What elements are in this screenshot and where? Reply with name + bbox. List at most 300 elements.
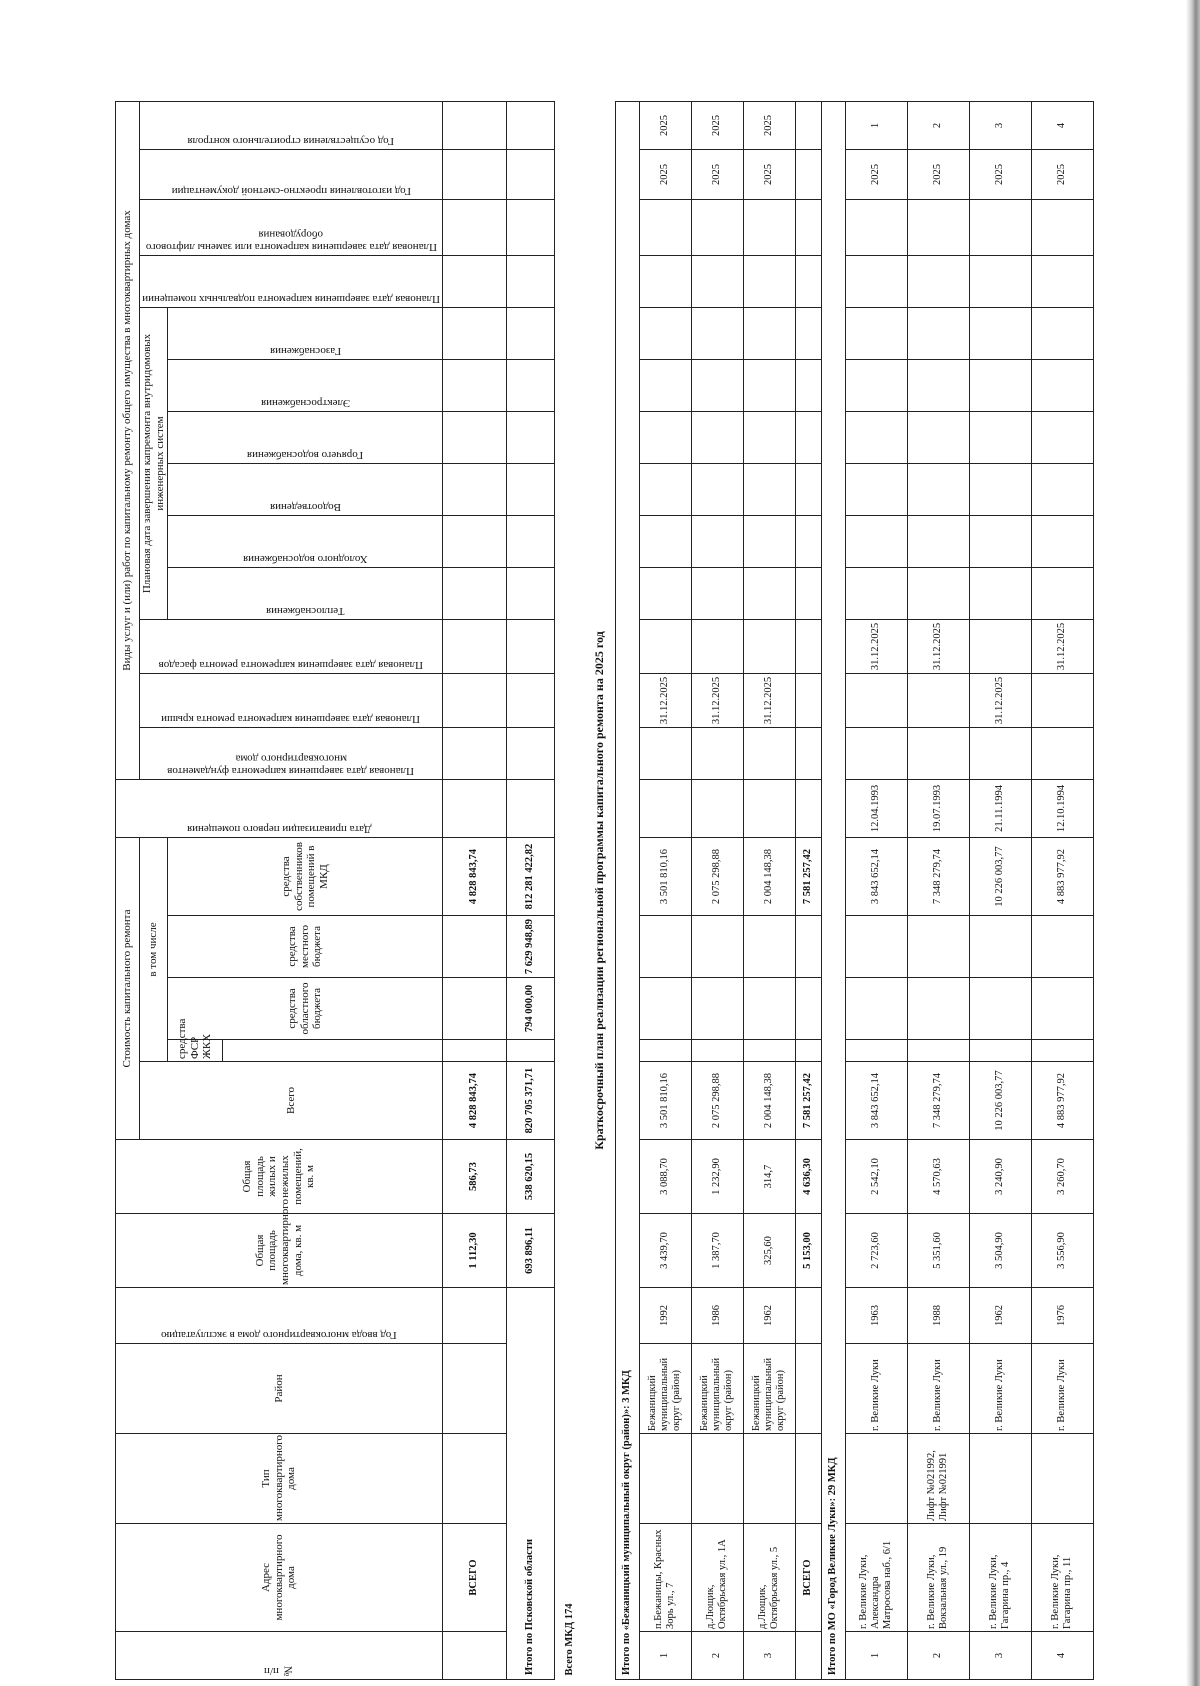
section1-header [615, 101, 639, 1679]
table-cell: Холодного водоснабжения [242, 552, 368, 565]
table-cell: д.Лющик, Октябрьская ул., 5 [743, 1524, 795, 1632]
table-cell: 4 570,63 [907, 1140, 969, 1214]
total-all-cost: 4 828 843,74 [443, 1062, 507, 1140]
table-cell: г. Великие Луки, Александра Матросова наб., 6/1 [845, 1524, 907, 1632]
table-cell [639, 255, 691, 307]
table-cell [795, 1288, 821, 1344]
header-fsr: средства ФСР ЖКХ [168, 1040, 223, 1062]
header-cost-total: Всего [140, 1062, 443, 1140]
table-cell [443, 149, 507, 199]
table-cell [691, 359, 743, 411]
section2-label: Итого по МО «Город Великие Луки»: 29 МКД [821, 101, 845, 1679]
header-facade [140, 619, 443, 673]
table-cell [443, 779, 507, 837]
table-row [907, 101, 969, 1679]
header-address: Адрес многоквартирного дома [116, 1524, 443, 1632]
table-cell [1031, 567, 1093, 619]
table-cell: Горячего водоснабжения [247, 448, 364, 461]
table-cell: 325,60 [743, 1214, 795, 1288]
table-cell [691, 411, 743, 463]
table-cell [443, 673, 507, 727]
table-cell: г. Великие Луки, Гагарина пр., 4 [969, 1524, 1031, 1632]
table-row [743, 101, 795, 1679]
table-cell [907, 307, 969, 359]
table-cell [969, 916, 1031, 978]
table-cell: 1992 [639, 1288, 691, 1344]
table-cell: п.Бежаницы, Красных Зорь ул., 7 [639, 1524, 691, 1632]
table-cell [795, 567, 821, 619]
table-cell: Год ввода многоквартирного дома в эксплуатацию [161, 1329, 397, 1341]
table-cell [907, 916, 969, 978]
table-cell [507, 619, 555, 673]
total-region-premises: 538 620,15 [507, 1140, 555, 1214]
table-cell [507, 515, 555, 567]
table-cell [443, 515, 507, 567]
table-cell [845, 411, 907, 463]
table-cell [1031, 411, 1093, 463]
table-cell [639, 1434, 691, 1524]
table-cell [639, 307, 691, 359]
table-row [845, 101, 907, 1679]
table-cell [743, 567, 795, 619]
plan-title: Краткосрочный план реализации региональной программы капитального ремонта на 2025 год [591, 631, 606, 1150]
table-cell [969, 1040, 1031, 1062]
table-cell [639, 1040, 691, 1062]
table-cell [907, 199, 969, 255]
total-all-label: ВСЕГО [443, 1524, 507, 1632]
table-cell [845, 727, 907, 779]
table-cell [443, 255, 507, 307]
table-cell: г. Великие Луки [907, 1344, 969, 1434]
table-cell: 2025 [691, 149, 743, 199]
table-cell [907, 978, 969, 1040]
table-cell [795, 978, 821, 1040]
table-cell [1031, 727, 1093, 779]
table-cell [443, 101, 507, 149]
table-cell: Газоснабжения [269, 344, 341, 357]
table-cell [845, 1040, 907, 1062]
table-cell: 31.12.2025 [691, 673, 743, 727]
table-cell [845, 463, 907, 515]
header-eng-group: Плановая дата завершения капремонта внутридомовых инженерных систем [140, 307, 168, 619]
table-cell [443, 978, 507, 1040]
table-cell: 3 501 810,16 [639, 837, 691, 915]
total-region-regional: 794 000,00 [507, 978, 555, 1040]
table-cell: 10 226 003,77 [969, 837, 1031, 915]
header-works-group: Виды услуг и (или) работ по капитальному ремонту общего имущества в многоквартирных домах [116, 101, 140, 779]
table-cell [443, 567, 507, 619]
table-cell [691, 1434, 743, 1524]
table-cell [507, 101, 555, 149]
table-cell: 1 387,70 [691, 1214, 743, 1288]
table-cell [743, 255, 795, 307]
table-cell: 1 [845, 1632, 907, 1680]
table-cell: 19.07.1993 [907, 779, 969, 837]
table-cell [507, 199, 555, 255]
table-cell [743, 359, 795, 411]
table-cell: 2025 [845, 149, 907, 199]
table-cell: 3 [969, 1632, 1031, 1680]
table-cell: 12.04.1993 [845, 779, 907, 837]
table-cell [1031, 255, 1093, 307]
table-cell [969, 1434, 1031, 1524]
section1-total-row [795, 101, 821, 1679]
section1-label: Итого по «Бежаницкий муниципальный округ (район)»: 3 МКД [615, 101, 639, 1679]
total-region-label: Итого по Псковской области [507, 1288, 555, 1680]
table-cell: 2025 [639, 101, 691, 149]
table-cell [443, 307, 507, 359]
header-area-premises: Общая площадь жилых и нежилых помещений, кв. м [116, 1140, 443, 1214]
table-cell [691, 779, 743, 837]
header-drain [168, 463, 443, 515]
header-roof [140, 673, 443, 727]
table-cell [907, 727, 969, 779]
table-cell [691, 515, 743, 567]
table-cell: № п/п [264, 1665, 294, 1677]
table-cell: 31.12.2025 [969, 673, 1031, 727]
header-cost-group: Стоимость капитального ремонта [116, 837, 140, 1139]
table-cell: Год изготовления проектно-сметной документации [171, 184, 411, 197]
table-cell [743, 779, 795, 837]
total-all-area: 1 112,30 [443, 1214, 507, 1288]
table-cell: Теплоснабжения [265, 604, 345, 617]
header-area-total: Общая площадь многоквартирного дома, кв. м [116, 1214, 443, 1288]
table-cell [795, 307, 821, 359]
header-foundation [140, 727, 443, 779]
table-cell: 21.11.1994 [969, 779, 1031, 837]
scan-edge [1186, 0, 1200, 1686]
table-cell: Бежаницкий муниципальный округ (район) [691, 1344, 743, 1434]
table-cell [907, 567, 969, 619]
table-cell [845, 255, 907, 307]
table-cell: 7 348 279,74 [907, 1062, 969, 1140]
table-cell: 1962 [969, 1288, 1031, 1344]
table-cell [443, 1434, 507, 1524]
table-cell [443, 1040, 507, 1062]
table-cell [443, 463, 507, 515]
table-cell: 2 723,60 [845, 1214, 907, 1288]
table-cell [743, 916, 795, 978]
table-cell [845, 515, 907, 567]
table-cell: 2025 [1031, 149, 1093, 199]
table-cell: 1976 [1031, 1288, 1093, 1344]
table-cell [795, 673, 821, 727]
table-cell: 7 581 257,42 [795, 1062, 821, 1140]
table-cell: 2 [691, 1632, 743, 1680]
table-row [969, 101, 1031, 1679]
table-cell [969, 727, 1031, 779]
table-cell [795, 1632, 821, 1680]
table-cell: 1 [845, 101, 907, 149]
table-cell [795, 101, 821, 149]
table-cell [1031, 199, 1093, 255]
table-cell: 3 [969, 101, 1031, 149]
table-cell [639, 515, 691, 567]
table-cell [639, 619, 691, 673]
table-cell [1031, 515, 1093, 567]
table-cell: 2 004 148,38 [743, 1062, 795, 1140]
table-row-mkd [555, 101, 585, 1679]
table-cell [507, 673, 555, 727]
table-cell: 3 843 652,14 [845, 1062, 907, 1140]
header-num [116, 1632, 443, 1680]
table-cell: 1986 [691, 1288, 743, 1344]
table-cell: ВСЕГО [795, 1524, 821, 1632]
table-cell: Год осуществления строительного контроля [187, 134, 395, 147]
table-cell [907, 359, 969, 411]
table-cell [507, 359, 555, 411]
table-cell: д.Лющик, Октябрьская ул., 1А [691, 1524, 743, 1632]
table-cell [795, 463, 821, 515]
table-cell [639, 916, 691, 978]
table-cell: 4 [1031, 101, 1093, 149]
table-cell [969, 359, 1031, 411]
table-cell: 3 843 652,14 [845, 837, 907, 915]
header-heat [168, 567, 443, 619]
table-cell: 3 [743, 1632, 795, 1680]
table-cell [743, 619, 795, 673]
header-gas [168, 307, 443, 359]
table-cell [795, 1344, 821, 1434]
table-cell [845, 978, 907, 1040]
table-cell: 7 348 279,74 [907, 837, 969, 915]
table-cell [507, 779, 555, 837]
table-cell [691, 255, 743, 307]
table-cell [1031, 673, 1093, 727]
table-cell [907, 411, 969, 463]
table-cell [743, 515, 795, 567]
table-cell: 3 088,70 [639, 1140, 691, 1214]
total-region-owners: 812 281 422,82 [507, 837, 555, 915]
table-cell [1031, 463, 1093, 515]
table-cell [795, 1040, 821, 1062]
table-cell [795, 619, 821, 673]
table-cell: 3 240,90 [969, 1140, 1031, 1214]
table-cell: 2 075 298,88 [691, 837, 743, 915]
table-cell [443, 411, 507, 463]
table-cell: 31.12.2025 [743, 673, 795, 727]
table-cell: Бежаницкий муниципальный округ (район) [639, 1344, 691, 1434]
table-cell: 2025 [907, 149, 969, 199]
table-cell: 2 [907, 101, 969, 149]
table-cell [639, 727, 691, 779]
table-cell [691, 978, 743, 1040]
table-cell [639, 199, 691, 255]
table-cell: 3 260,70 [1031, 1140, 1093, 1214]
table-cell [1031, 1434, 1093, 1524]
table-cell [507, 463, 555, 515]
table-row [691, 101, 743, 1679]
table-cell: г. Великие Луки, Вокзальная ул., 19 [907, 1524, 969, 1632]
table-cell [845, 359, 907, 411]
table-cell [639, 779, 691, 837]
table-cell [691, 1040, 743, 1062]
header-elec [168, 359, 443, 411]
table-cell: 4 883 977,92 [1031, 837, 1093, 915]
table-cell [969, 255, 1031, 307]
table-cell: Плановая дата завершения капремонта ремонта фасадов [158, 658, 424, 671]
table-cell: 1988 [907, 1288, 969, 1344]
header-region-budget: средства областного бюджета [168, 978, 443, 1040]
table-cell [691, 463, 743, 515]
table-cell: 4 883 977,92 [1031, 1062, 1093, 1140]
table-cell [795, 149, 821, 199]
table-cell: Плановая дата завершения капремонта ремонта крыши [161, 712, 421, 725]
table-cell [691, 916, 743, 978]
total-all-owners: 4 828 843,74 [443, 837, 507, 915]
header-cold [168, 515, 443, 567]
table-cell [907, 673, 969, 727]
table-cell: 2 004 148,38 [743, 837, 795, 915]
table-cell [1031, 978, 1093, 1040]
table-cell [795, 255, 821, 307]
table-cell: 2025 [743, 101, 795, 149]
table-cell [969, 307, 1031, 359]
table-cell [443, 916, 507, 978]
table-cell [443, 1288, 507, 1344]
table-cell [691, 567, 743, 619]
table-cell: 1963 [845, 1288, 907, 1344]
table-cell: 314,7 [743, 1140, 795, 1214]
table-cell [795, 515, 821, 567]
table-cell [1031, 307, 1093, 359]
table-cell [969, 515, 1031, 567]
table-cell [907, 515, 969, 567]
table-cell [795, 199, 821, 255]
table-cell [691, 727, 743, 779]
table-cell [639, 359, 691, 411]
table-cell: г. Великие Луки [1031, 1344, 1093, 1434]
table-cell: г. Великие Луки [845, 1344, 907, 1434]
table-cell [795, 727, 821, 779]
table-cell: 1962 [743, 1288, 795, 1344]
table-cell [507, 727, 555, 779]
table-cell [691, 619, 743, 673]
table-cell [795, 411, 821, 463]
table-cell [691, 199, 743, 255]
header-control [140, 101, 443, 149]
table-cell: 3 504,90 [969, 1214, 1031, 1288]
table-cell [969, 619, 1031, 673]
table-cell [1031, 1040, 1093, 1062]
table-cell: Бежаницкий муниципальный округ (район) [743, 1344, 795, 1434]
table-cell [1031, 359, 1093, 411]
table-cell: 3 439,70 [639, 1214, 691, 1288]
total-all-premises: 586,73 [443, 1140, 507, 1214]
table-cell: 3 556,90 [1031, 1214, 1093, 1288]
table-cell: Водоотведения [269, 500, 341, 513]
table-cell [639, 411, 691, 463]
table-cell [845, 673, 907, 727]
table-cell [907, 255, 969, 307]
header-design [140, 149, 443, 199]
table-cell [639, 978, 691, 1040]
table-cell: Дата приватизации первого помещения [186, 822, 372, 835]
header-lift [140, 199, 443, 255]
table-cell [507, 149, 555, 199]
table-cell [743, 307, 795, 359]
section2-header [821, 101, 845, 1679]
header-year [116, 1288, 443, 1344]
table-cell [443, 1344, 507, 1434]
header-district: Район [116, 1344, 443, 1434]
table-cell [907, 1040, 969, 1062]
table-cell [507, 255, 555, 307]
table-cell [845, 307, 907, 359]
table-cell: 2025 [639, 149, 691, 199]
header-fsr-body [223, 1040, 443, 1062]
table-cell [795, 1434, 821, 1524]
table-cell: 4 636,30 [795, 1140, 821, 1214]
table-cell [743, 411, 795, 463]
total-region-area: 693 896,11 [507, 1214, 555, 1288]
table-cell: 31.12.2025 [907, 619, 969, 673]
table-cell [845, 916, 907, 978]
header-owners: средства собственников помещений в МКД [168, 837, 443, 915]
table-cell [845, 567, 907, 619]
table-cell [845, 199, 907, 255]
table-cell [443, 1632, 507, 1680]
table-cell [969, 463, 1031, 515]
table-cell [1031, 916, 1093, 978]
table-cell [507, 567, 555, 619]
table-cell [743, 199, 795, 255]
table-cell [969, 567, 1031, 619]
table-cell: г. Великие Луки, Гагарина пр., 11 [1031, 1524, 1093, 1632]
table-cell [845, 1434, 907, 1524]
table-cell [743, 978, 795, 1040]
header-local-budget: средства местного бюджета [168, 916, 443, 978]
table-row [1031, 101, 1093, 1679]
header-hot [168, 411, 443, 463]
capital-repair-table [115, 101, 1094, 1680]
table-cell: Плановая дата завершения капремонта или замены лифтового оборудования [145, 228, 437, 253]
table-cell: 7 581 257,42 [795, 837, 821, 915]
table-cell: Лифт №021992, Лифт №021991 [907, 1434, 969, 1524]
total-mkd-label: Всего МКД 174 [563, 1603, 575, 1676]
table-cell: Плановая дата завершения капремонта фундаментов многоквартирного дома [167, 752, 415, 777]
table-cell [795, 916, 821, 978]
table-cell: 31.12.2025 [639, 673, 691, 727]
table-cell: 2025 [743, 149, 795, 199]
table-cell: 2 542,10 [845, 1140, 907, 1214]
table-cell [743, 463, 795, 515]
table-cell: 2025 [691, 101, 743, 149]
table-cell: 10 226 003,77 [969, 1062, 1031, 1140]
table-cell: 12.10.1994 [1031, 779, 1093, 837]
table-cell [507, 1040, 555, 1062]
header-incl: в том числе [140, 837, 168, 1061]
total-region-cost: 820 705 371,71 [507, 1062, 555, 1140]
table-cell [795, 359, 821, 411]
table-row [639, 101, 691, 1679]
header-privatization [116, 779, 443, 837]
header-basement [140, 255, 443, 307]
table-cell: Плановая дата завершения капремонта подвальных помещении [142, 292, 440, 305]
table-cell: г. Великие Луки [969, 1344, 1031, 1434]
table-cell [443, 199, 507, 255]
table-cell [639, 567, 691, 619]
header-type: Тип многоквартирного дома [116, 1434, 443, 1524]
table-cell [443, 727, 507, 779]
table-cell [691, 307, 743, 359]
table-cell [507, 411, 555, 463]
table-cell [639, 463, 691, 515]
table-cell: 31.12.2025 [845, 619, 907, 673]
table-cell: 1 232,90 [691, 1140, 743, 1214]
table-row-region [507, 101, 555, 1679]
total-region-local: 7 629 948,89 [507, 916, 555, 978]
